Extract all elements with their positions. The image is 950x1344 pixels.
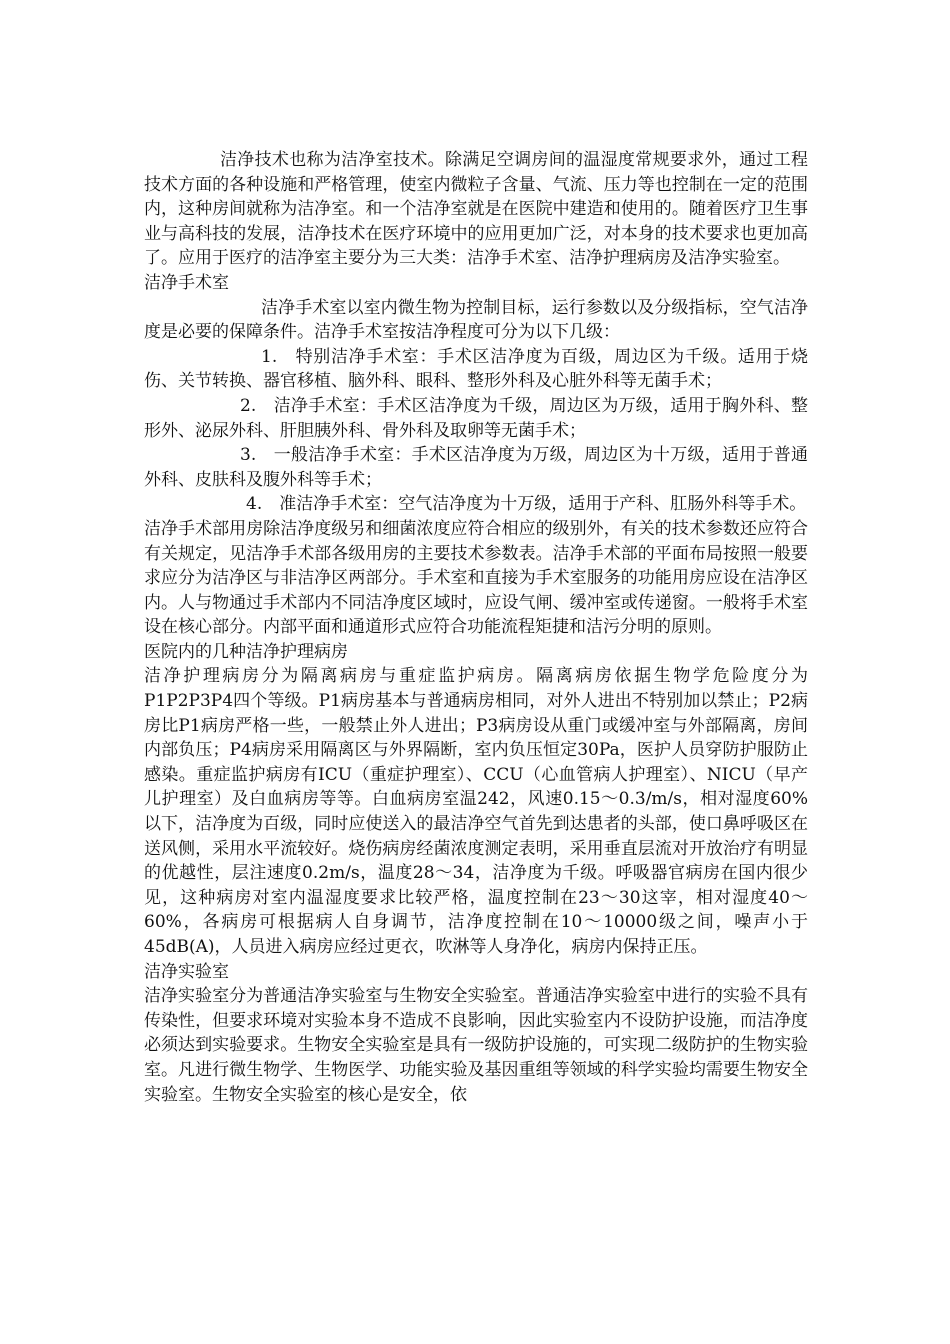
section-heading-laboratory: 洁净实验室 (144, 961, 229, 982)
section-heading-ward: 医院内的几种洁净护理病房 (144, 641, 348, 662)
list-item-grade-2: 2. 洁净手术室：手术区洁净度为千级，周边区为万级，适用于胸外科、整形外、泌尿外科、肝胆胰外科、骨外科及取卵等无菌手术； (144, 395, 808, 441)
operating-room-body-paragraph: 洁净手术部用房除洁净度级另和细菌浓度应符合相应的级别外，有关的技术参数还应符合有关规定，见洁净手术部各级用房的主要技术参数表。洁净手术部的平面布局按照一般要求应分为洁净区与非洁净区两部分。手术室和直接为手术室服务的功能用房应设在洁净区内。人与物通过手术部内不同洁净度区域时，应设气闸、缓冲室或传递窗。一般将手术室设在核心部分。内部平面和通道形式应符合功能流程矩捷和洁污分明的原则。 (144, 518, 808, 638)
list-item-grade-3: 3. 一般洁净手术室：手术区洁净度为万级，周边区为十万级，适用于普通外科、皮肤科及腹外科等手术； (144, 445, 808, 490)
list-item-grade-1: 1. 特别洁净手术室：手术区洁净度为百级，周边区为千级。适用于烧伤、关节转换、器官移植、脑外科、眼科、整形外科及心脏外科等无菌手术； (144, 346, 808, 392)
intro-paragraph: 洁净技术也称为洁净室技术。除满足空调房间的温湿度常规要求外，通过工程技术方面的各种设施和严格管理，使室内微粒子含量、气流、压力等也控制在一定的范围内，这种房间就称为洁净室。和一个洁净室就是在医院中建造和使用的。随着医疗卫生事业与高科技的发展，洁净技术在医疗环境中的应用更加广泛，对本身的技术要求也更加高了。应用于医疗的洁净室主要分为三大类：洁净手术室、洁净护理病房及洁净实验室。 (144, 150, 808, 269)
document-page (144, 148, 808, 1107)
list-item-grade-4: 4. 准洁净手术室：空气洁净度为十万级，适用于产科、肛肠外科等手术。 (246, 494, 807, 515)
section-heading-operating-room: 洁净手术室 (144, 272, 229, 293)
operating-room-lead-paragraph: 洁净手术室以室内微生物为控制目标，运行参数以及分级指标，空气洁净度是必要的保障条件。洁净手术室按洁净程度可分为以下几级： (144, 297, 808, 343)
laboratory-body-paragraph: 洁净实验室分为普通洁净实验室与生物安全实验室。普通洁净实验室中进行的实验不具有传染性，但要求环境对实验本身不造成不良影响，因此实验室内不设防护设施，而洁净度必须达到实验要求。生物安全实验室是具有一级防护设施的，可实现二级防护的生物实验室。凡进行微生物学、生物医学、功能实验及基因重组等领域的科学实验均需要生物安全实验室。生物安全实验室的核心是安全，依 (144, 986, 808, 1105)
ward-body-paragraph: 洁净护理病房分为隔离病房与重症监护病房。隔离病房依据生物学危险度分为P1P2P3P4四个等级。P1病房基本与普通病房相同，对外人进出不特别加以禁止；P2病房比P1病房严格一些，一般禁止外人进出；P3病房设从重门或缓冲室与外部隔离，房间内部负压；P4病房采用隔离区与外界隔断，室内负压恒定30Pa，医护人员穿防护服防止感染。重症监护病房有ICU（重症护理室）、CCU（心血管病人护理室）、NICU（早产儿护理室）及白血病房等等。白血病房室温242，风速0.15～0.3/m/s，相对湿度60%以下，洁净度为百级，同时应使送入的最洁净空气首先到达患者的头部，使口鼻呼吸区在送风侧，采用水平流较好。烧伤病房经菌浓度测定表明，采用垂直层流对开放治疗有明显的优越性，层注速度0.2m/s，温度28～34，洁净度为千级。呼吸器官病房在国内很少见，这种病房对室内温湿度要求比较严格，温度控制在23～30这宰，相对湿度40～60%，各病房可根据病人自身调节，洁净度控制在10～10000级之间，噪声小于45dB(A)，人员进入病房应经过更衣，吹淋等人身净化，病房内保持正压。 (144, 666, 808, 957)
